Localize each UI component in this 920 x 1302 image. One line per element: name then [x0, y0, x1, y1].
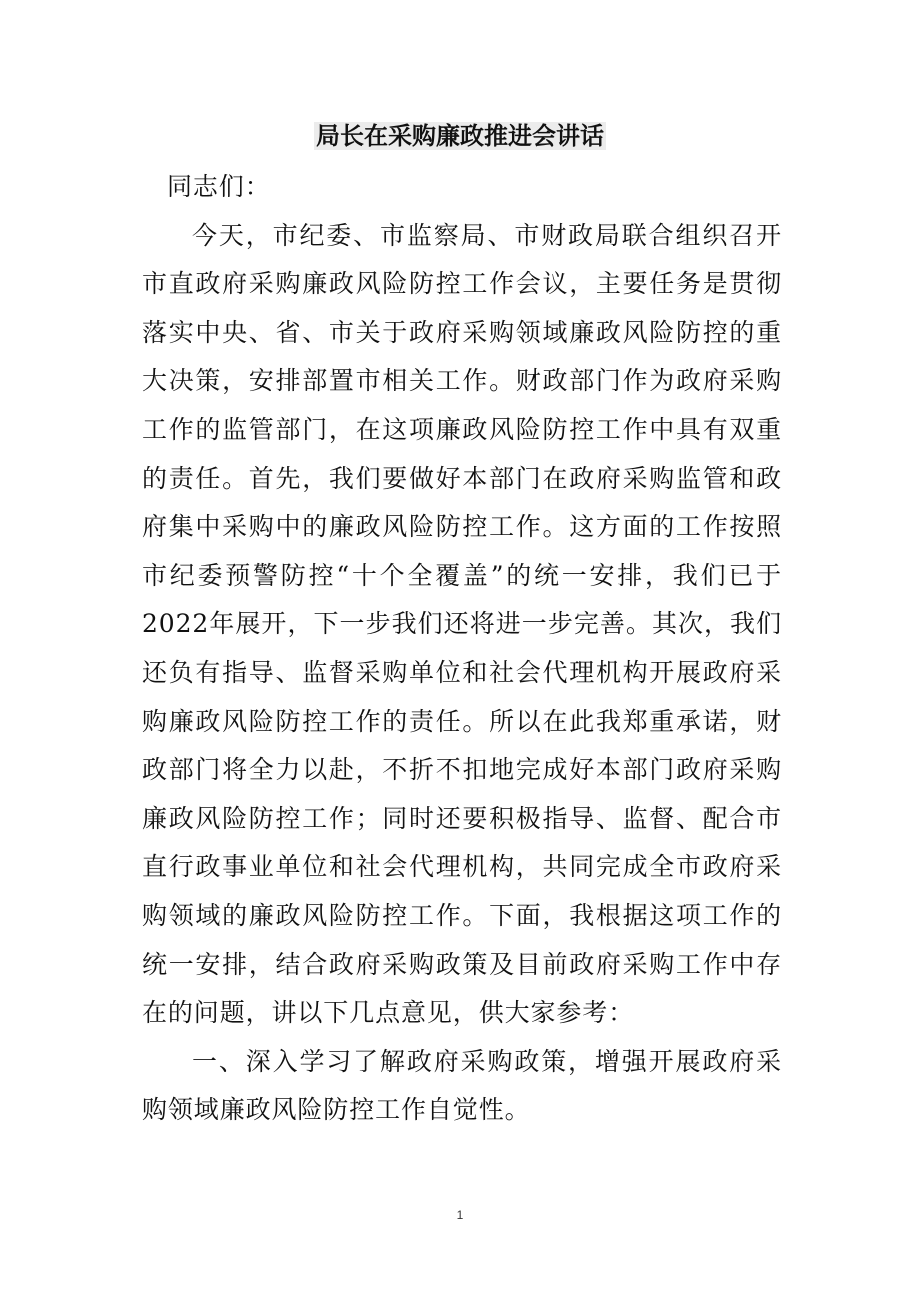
document-title-text: 局长在采购廉政推进会讲话: [316, 122, 604, 150]
page-number: 1: [456, 1208, 464, 1222]
paragraph-2: 一、深入学习了解政府采购政策，增强开展政府采购领域廉政风险防控工作自觉性。: [142, 1046, 782, 1125]
greeting: 同志们：: [167, 172, 271, 201]
document-body: [142, 163, 782, 1135]
document-title: [0, 118, 920, 154]
paragraph-1: 今天，市纪委、市监察局、市财政局联合组织召开市直政府采购廉政风险防控工作会议，主要任务是贯彻落实中央、省、市关于政府采购领域廉政风险防控的重大决策，安排部置市相关工作。财政部门作为政府采购工作的监管部门，在这项廉政风险防控工作中具有双重的责任。首先，我们要做好本部门在政府采购监管和政府集中采购中的廉政风险防控工作。这方面的工作按照市纪委预警防控“十个全覆盖”的统一安排，我们已于2022年展开，下一步我们还将进一步完善。其次，我们还负有指导、监督采购单位和社会代理机构开展政府采购廉政风险防控工作的责任。所以在此我郑重承诺，财政部门将全力以赴，不折不扣地完成好本部门政府采购廉政风险防控工作；同时还要积极指导、监督、配合市直行政事业单位和社会代理机构，共同完成全市政府采购领域的廉政风险防控工作。下面，我根据这项工作的统一安排，结合政府采购政策及目前政府采购工作中存在的问题，讲以下几点意见，供大家参考：: [142, 220, 782, 1028]
